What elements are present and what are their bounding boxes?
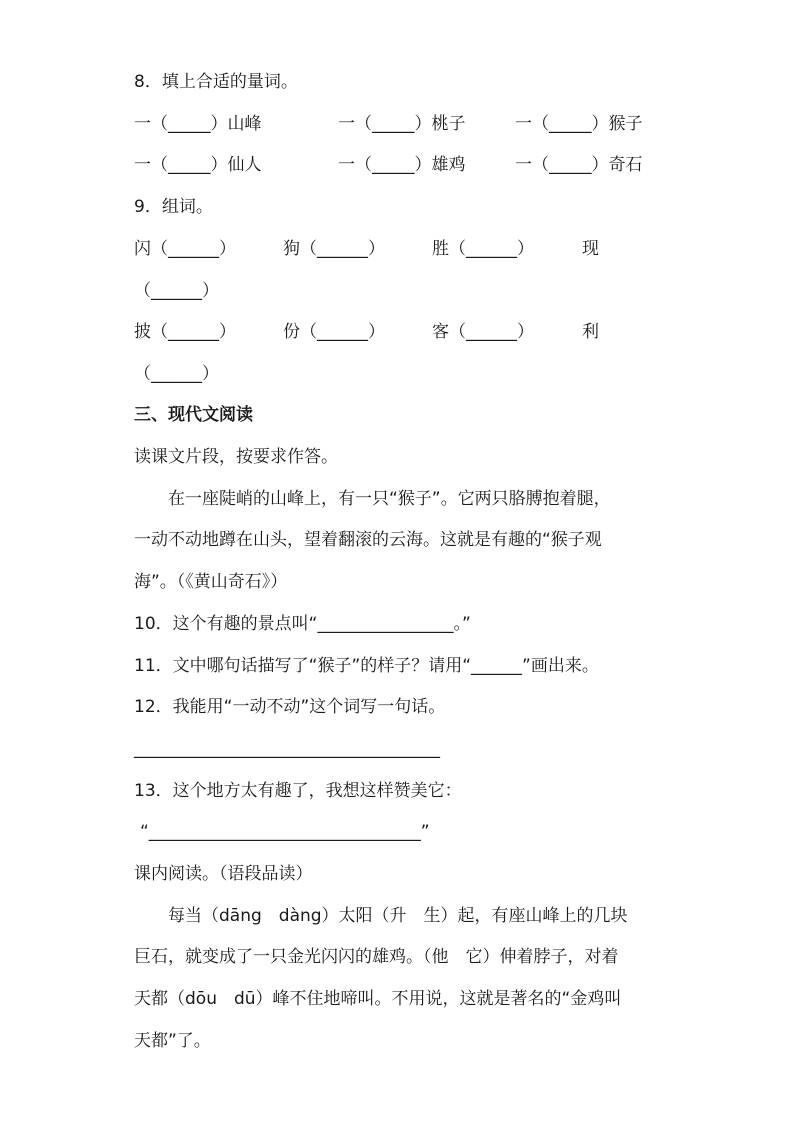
q9-item: 狗（______） — [283, 239, 385, 259]
q8-item: 一（_____）奇石 — [515, 155, 643, 175]
q9-item: 份（______） — [283, 322, 385, 342]
q9-item: 闪（______） — [134, 239, 236, 259]
reading2-title: 课内阅读。（语段品读） — [134, 864, 313, 884]
instruction: 读课文片段，按要求作答。 — [134, 447, 338, 467]
passage2-line: 天都（dōu dū）峰不住地啼叫。不用说，这就是著名的“金鸡叫 — [134, 989, 622, 1009]
section-heading: 三、现代文阅读 — [134, 405, 253, 425]
passage-line: 在一座陡峭的山峰上，有一只“猴子”。它两只胳膊抱着腿， — [134, 489, 611, 509]
q8-item: 一（_____）仙人 — [134, 155, 262, 175]
q8-item: 一（_____）猴子 — [515, 114, 643, 134]
q9-item: 客（______） — [432, 322, 534, 342]
q9-title: 9．组词。 — [134, 197, 213, 217]
q12-answer-line[interactable]: ____________________________________ — [134, 739, 440, 759]
q9-item: 胜（______） — [432, 239, 534, 259]
q8-item: 一（_____）山峰 — [134, 114, 262, 134]
q8-item: 一（_____）桃子 — [338, 114, 466, 134]
q13: 13．这个地方太有趣了，我想这样赞美它： — [134, 781, 462, 801]
passage2-line: 每当（dāng dàng）太阳（升 生）起，有座山峰上的几块 — [134, 906, 628, 926]
q8-title: 8．填上合适的量词。 — [134, 72, 298, 92]
q9-row-1-wrap: （______） — [134, 281, 219, 301]
q10: 10．这个有趣的景点叫“________________。” — [134, 614, 471, 634]
q9-item: 现 — [582, 239, 599, 259]
q9-row-2-wrap: （______） — [134, 364, 219, 384]
q8-item: 一（_____）雄鸡 — [338, 155, 466, 175]
passage-line: 一动不动地蹲在山头，望着翻滚的云海。这就是有趣的“猴子观 — [134, 530, 602, 550]
q13-answer-line[interactable]: “________________________________” — [140, 822, 430, 842]
passage2-line: 天都”了。 — [134, 1031, 211, 1051]
q12: 12．我能用“一动不动”这个词写一句话。 — [134, 697, 446, 717]
q9-item: 利 — [582, 322, 599, 342]
q11: 11．文中哪句话描写了“猴子”的样子？请用“______”画出来。 — [134, 656, 599, 676]
passage-line: 海”。（《黄山奇石》） — [134, 572, 288, 592]
passage2-line: 巨石，就变成了一只金光闪闪的雄鸡。（他 它）伸着脖子，对着 — [134, 947, 619, 967]
q9-item: 披（______） — [134, 322, 236, 342]
